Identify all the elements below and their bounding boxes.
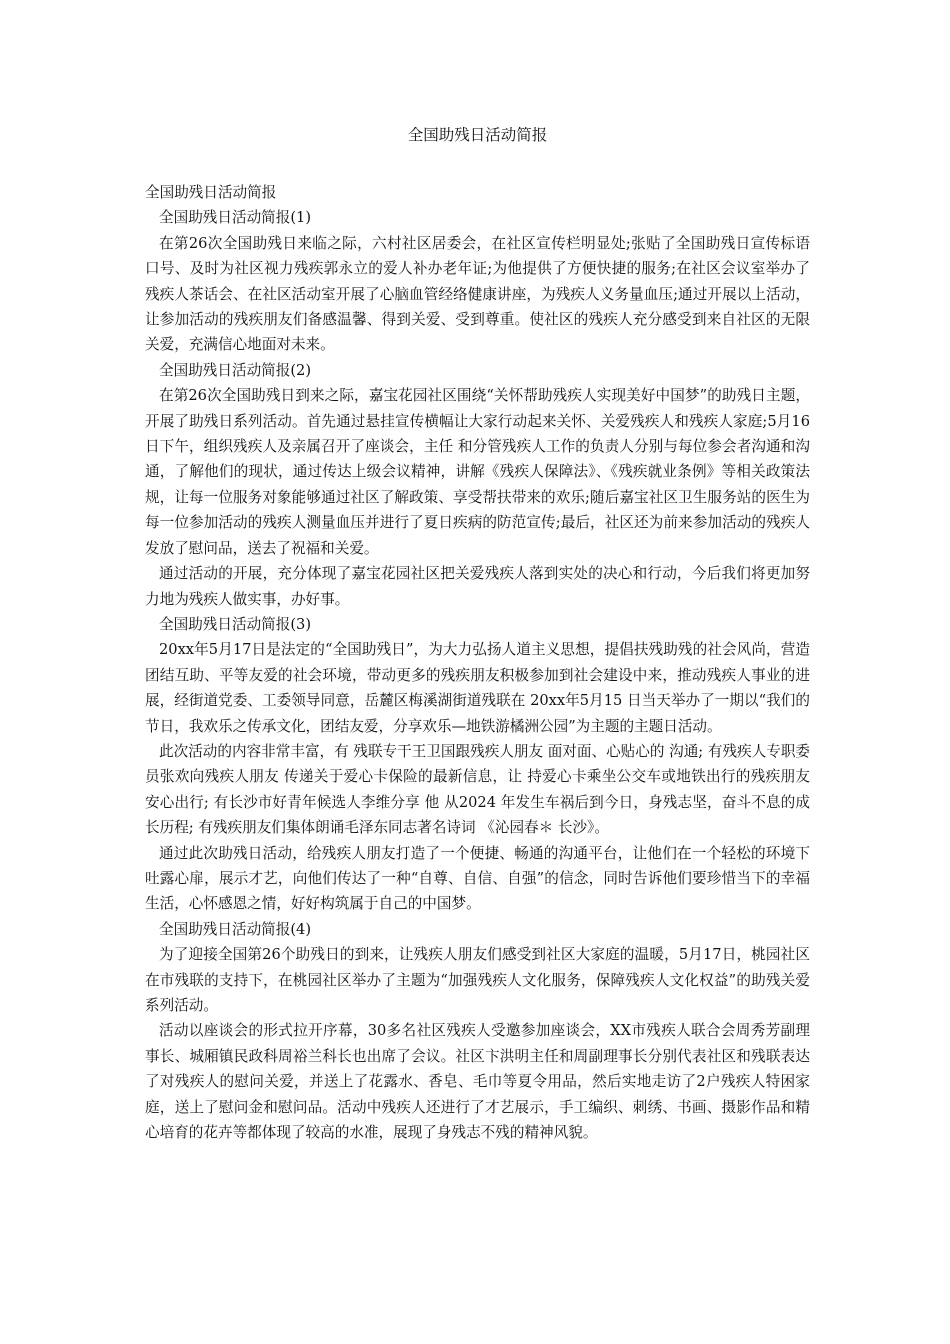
section-4-title: 全国助残日活动简报(4)	[159, 920, 312, 938]
section-3-title: 全国助残日活动简报(3)	[159, 615, 312, 633]
section-4-paragraph-2: 活动以座谈会的形式拉开序幕，30多名社区残疾人受邀参加座谈会，XX市残疾人联合会周秀芳副理事长、城厢镇民政科周裕兰科长也出席了会议。社区卞洪明主任和周副理事长分别代表社区和残联表达了对残疾人的慰问关爱，并送上了花露水、香皂、毛巾等夏令用品，然后实地走访了2户残疾人特困家庭，送上了慰问金和慰问品。活动中残疾人还进行了才艺展示，手工编织、刺绣、书画、摄影作品和精心培育的花卉等都体现了较高的水准，展现了身残志不残的精神风貌。	[145, 1022, 810, 1142]
section-3-paragraph-1: 20xx年5月17日是法定的“全国助残日”，为大力弘扬人道主义思想，提倡扶残助残的社会风尚，营造团结互助、平等友爱的社会环境，带动更多的残疾朋友积极参加到社会建设中来，推动残疾人事业的进展，经街道党委、工委领导同意，岳麓区梅溪湖街道残联在 20xx年5月15 日当天举办了一期以“我们的节日，我欢乐之传承文化，团结友爱，分享欢乐—地铁游橘洲公园”为主题的主题日活动。	[145, 641, 810, 735]
document-heading: 全国助残日活动简报	[145, 184, 277, 201]
section-3-paragraph-2: 此次活动的内容非常丰富，有 残联专干王卫国跟残疾人朋友 面对面、心贴心的 沟通; 有残疾人专职委员张欢向残疾人朋友 传递关于爱心卡保险的最新信息，让 持爱心卡乘坐公交车或地铁出行的残疾朋友安心出行; 有长沙市好青年候选人李维分享 他 从2024 年发生车祸后到今日，身残志坚，奋斗不息的成长历程; 有残疾朋友们集体朗诵毛泽东同志著名诗词 《沁园春＊ 长沙》。	[145, 742, 811, 837]
section-1-paragraph-1: 在第26次全国助残日来临之际，六村社区居委会，在社区宣传栏明显处;张贴了全国助残日宣传标语口号、及时为社区视力残疾郭永立的爱人补办老年证;为他提供了方便快捷的服务;在社区会议室举办了残疾人茶话会、在社区活动室开展了心脑血管经络健康讲座，为残疾人义务量血压;通过开展以上活动，让参加活动的残疾朋友们备感温馨、得到关爱、受到尊重。使社区的残疾人充分感受到来自社区的无限关爱，充满信心地面对未来。	[145, 234, 810, 354]
section-2-title: 全国助残日活动简报(2)	[159, 361, 312, 379]
document-page	[145, 124, 810, 1145]
section-4-paragraph-1: 为了迎接全国第26个助残日的到来，让残疾人朋友们感受到社区大家庭的温暖，5月17日，桃园社区在市残联的支持下，在桃园社区举办了主题为“加强残疾人文化服务，保障残疾人文化权益”的助残关爱系列活动。	[145, 946, 810, 1014]
document-title: 全国助残日活动简报	[407, 126, 548, 144]
section-3-paragraph-3: 通过此次助残日活动，给残疾人朋友打造了一个便捷、畅通的沟通平台，让他们在一个轻松的环境下吐露心扉，展示才艺，向他们传达了一种“自尊、自信、自强”的信念，同时告诉他们要珍惜当下的幸福生活，心怀感恩之情，好好构筑属于自己的中国梦。	[145, 844, 810, 913]
section-2-paragraph-1: 在第26次全国助残日到来之际，嘉宝花园社区围绕“关怀帮助残疾人实现美好中国梦”的助残日主题，开展了助残日系列活动。首先通过悬挂宣传横幅让大家行动起来关怀、关爱残疾人和残疾人家庭;5月16日下午，组织残疾人及亲属召开了座谈会，主任 和分管残疾人工作的负责人分别与每位参会者沟通和沟通，了解他们的现状，通过传达上级会议精神，讲解《残疾人保障法》、《残疾就业条例》等相关政策法规，让每一位服务对象能够通过社区了解政策、享受帮扶带来的欢乐;随后嘉宝社区卫生服务站的医生为每一位参加活动的残疾人测量血压并进行了夏日疾病的防范宣传;最后，社区还为前来参加活动的残疾人发放了慰问品，送去了祝福和关爱。	[145, 387, 810, 557]
section-1-title: 全国助残日活动简报(1)	[159, 209, 312, 227]
section-2-paragraph-2: 通过活动的开展，充分体现了嘉宝花园社区把关爱残疾人落到实处的决心和行动，今后我们将更加努力地为残疾人做实事，办好事。	[145, 565, 810, 608]
